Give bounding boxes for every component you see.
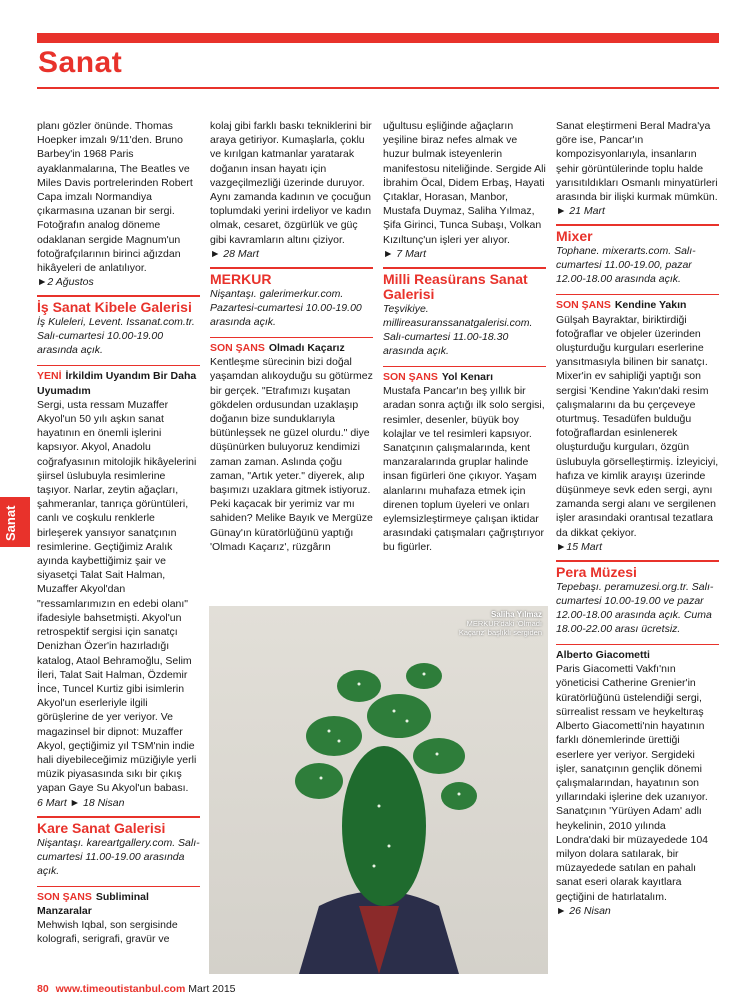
event-title: Alberto Giacometti bbox=[556, 649, 650, 662]
event-title: İrkildim Uyandım Bir Daha Uyumadım bbox=[37, 370, 197, 397]
col2-intro: kolaj gibi farklı baskı tekniklerini bir araya getiriyor. Kumaşlarla, çoklu ve kırılgan katmanlar yaratarak doğanın insan hayatı için vazgeçilmezliği üzerinde duruyor. Aynı zamanda kadının ve çocuğun toplumdaki yerini irdeliyor ve kadın olmak, cesaret, özgürlük ve güç gibi kavramların altını çiziyor. bbox=[210, 120, 372, 246]
event-irkildim-heading bbox=[37, 365, 200, 397]
photo-caption bbox=[452, 610, 542, 637]
event-title: Olmadı Kaçarız bbox=[268, 342, 345, 355]
venue-merkur: MERKUR bbox=[210, 267, 373, 287]
header-bar bbox=[37, 33, 719, 43]
venue-milli-reasurans-info: Teşvikiye. millireasuranssanatgalerisi.com. Salı-cumartesi 11.00-18.30 arasında açık. bbox=[383, 303, 533, 358]
header-rule bbox=[37, 87, 719, 89]
col1-intro-date: ►2 Ağustos bbox=[37, 276, 94, 289]
event-yol-kenari-heading bbox=[383, 366, 546, 384]
event-kendine-yakin-heading bbox=[556, 294, 719, 312]
event-irkildim-date: 6 Mart ► 18 Nisan bbox=[37, 796, 125, 809]
footer bbox=[37, 983, 236, 995]
venue-pera: Pera Müzesi bbox=[556, 560, 719, 580]
side-tab bbox=[0, 497, 30, 547]
venue-is-sanat-info: İş Kuleleri, Levent. Issanat.com.tr. Salı-cumartesi 10.00-19.00 arasında açık. bbox=[37, 316, 195, 357]
venue-mixer: Mixer bbox=[556, 224, 719, 244]
caption-artist: Saliha Yılmaz bbox=[491, 610, 542, 619]
cactus-head-painting-icon bbox=[209, 606, 548, 974]
event-giacometti-date: ► 26 Nisan bbox=[556, 904, 611, 917]
event-giacometti-heading bbox=[556, 644, 719, 662]
event-yol-kenari-body: Mustafa Pancar'ın beş yıllık bir aradan sonra açtığı ilk solo sergisi, resimler, desenler, büyük boy kolajlar ve tel resimleri kapsıyor. Sanatçının çalışmalarında, kent manzaralarında gruplar halinde insan figürleri öne çıkıyor. Yaşam alanlarını muhafaza etmek için direnen toplum üyeleri ve onları eylemsizleştirmeye çalışan iktidar arasındaki çatışmaları çağrıştırıyor bu figürler. bbox=[383, 385, 545, 554]
col3-intro: uğultusu eşliğinde ağaçların yeşiline biraz nefes almak ve huzur bulmak isteyenlerin manifestosu niteliğinde. Sergide Ali İbrahim Öcal, Didem Erbaş, Hayati Çıtaklar, Horasan, Manbor, Mustafa Duymaz, Saliha Yılmaz, Şifa Girinci, Tunca Subaşı, Volkan Kızıltunç'un işleri yer alıyor. bbox=[383, 120, 546, 246]
footer-issue: Mart 2015 bbox=[188, 983, 236, 995]
column-2 bbox=[210, 119, 373, 554]
venue-merkur-info: Nişantaşı. galerimerkur.com. Pazartesi-cumartesi 10.00-19.00 arasında açık. bbox=[210, 288, 362, 329]
event-subliminal-heading bbox=[37, 886, 200, 918]
col4-intro: Sanat eleştirmeni Beral Madra'ya göre ise, Pancar'ın kompozisyonlarıyla, insanların şehir görüntülerinde toplu halde yarısıtıldıkları Osmanlı minyatürleri arasında bir ilişki kurmak mümkün. bbox=[556, 120, 718, 204]
event-irkildim-body: Sergi, usta ressam Muzaffer Akyol'un 50 yılı aşkın sanat hayatının en önemli işlerini kapsıyor. Akyol, Anadolu coğrafyasının mitolojik hikâyelerini şiirsel üslubuyla resimlerine taşıyor. Narlar, zeytin ağaçları, şahmeranlar, tanrıça görüntüleri, canlı ve coşkulu renklerle birleşerek yansıyor sanatçının resimlerine. Geçtiğimiz Aralık ayında kaybettiğimiz şair ve siyasetçi Talat Sait Halman, Muzaffer Akyol'dan "ressamlarımızın en edebi olanı" ifadesiyle bahsetmişti. Akyol'un retrospektif sergisi için sanatçı Denizhan Özer'in hazırladığı katalog, Ataol Behramoğlu, Selim İleri, Talat Sait Halman, Özdemir İnce, Tuncel Kurtiz gibi isimlerin Akyol'un eserleriyle ilgili görüşlerine de yer veriyor. Ve magazinsel bir dipnot: Muzaffer Akyol, geçtiğimiz yıl TSM'nin indie hali diyebileceğimiz müziğiyle yerli müzik piyasasında sıkı bir çıkış yapan Gaye Su Akyol'un babası. bbox=[37, 398, 197, 795]
venue-kare-sanat: Kare Sanat Galerisi bbox=[37, 816, 200, 836]
event-tag: SON ŞANS bbox=[37, 890, 92, 903]
event-title: Subliminal Manzaralar bbox=[37, 890, 149, 917]
event-kendine-yakin-date: ►15 Mart bbox=[556, 540, 602, 553]
event-subliminal-body: Mehwish Iqbal, son sergisinde kolografi, serigrafi, gravür ve bbox=[37, 919, 178, 946]
venue-mixer-info: Tophane. mixerarts.com. Salı-cumartesi 11.00-19.00, pazar 12.00-18.00 arasında açık. bbox=[556, 245, 696, 286]
caption-text: MERKUR'daki 'Olmadı Kaçarız' başlıklı sergiden bbox=[458, 619, 542, 637]
event-olmadi-heading bbox=[210, 337, 373, 355]
venue-pera-info: Tepebaşı. peramuzesi.org.tr. Salı-cumartesi 10.00-19.00 ve pazar 12.00-18.00 arasında açık. Cuma 18.00-22.00 arası ücretsiz. bbox=[556, 581, 714, 636]
event-tag: SON ŞANS bbox=[383, 371, 438, 384]
footer-url: www.timeoutistanbul.com bbox=[55, 983, 186, 995]
artwork-photo bbox=[209, 606, 548, 974]
event-giacometti-body: Paris Giacometti Vakfı'nın yöneticisi Catherine Grenier'in küratörlüğünü üstelendiği sergi, sürrealist ressam ve heykeltıraş Alberto Giacometti'nin hayatının farklı dönemlerinde ürettiği eserlere yer veriyor. Sergideki işler, sanatçının gençlik dönemi çalışmalarından, hayatının son yıllarındaki işlerine dek uzanıyor. Sanatçının 'Yürüyen Adam' adlı heykelinin, 2010 yılında Londra'daki bir müzayedede 104 milyon dolara satılarak, bir müzayedede satılan en pahalı sanat eseri olarak kayıtlara geçtiğini de hatırlatalım. bbox=[556, 663, 709, 903]
event-tag: SON ŞANS bbox=[210, 342, 265, 355]
column-4 bbox=[556, 119, 719, 918]
venue-milli-reasurans: Milli Reasürans Sanat Galerisi bbox=[383, 267, 546, 302]
venue-kare-sanat-info: Nişantaşı. kareartgallery.com. Salı-cumartesi 11.00-19.00 arasında açık. bbox=[37, 836, 200, 877]
page-number: 80 bbox=[37, 983, 49, 995]
col2-intro-date: ► 28 Mart bbox=[210, 247, 259, 260]
venue-is-sanat: İş Sanat Kibele Galerisi bbox=[37, 295, 200, 315]
column-1 bbox=[37, 119, 200, 947]
event-title: Kendine Yakın bbox=[614, 299, 687, 312]
column-3 bbox=[383, 119, 546, 555]
event-olmadi-body: Kentleşme sürecinin bizi doğal yaşamdan alıkoyduğu su götürmez bir gerçek. "Etrafımızı kuşatan gökdelen ordusundan uzaklaşıp doğanın bize sunduklarıyla bütünleşsek ne güzel olurdu." diye düşünürken buluyoruz kendimizi zaman zaman. Aslında çoğu zaman, "Artık yeter." diyerek, alıp başımızı uzaklara gitmek istiyoruz. Peki kaçacak bir yerimiz var mı sahiden? Melike Bayık ve Mergüze Günay'ın küratörlüğünü yaptığı 'Olmadı Kaçarız', rüzgârın bbox=[210, 356, 373, 553]
side-tab-label: Sanat bbox=[3, 505, 18, 541]
section-title: Sanat bbox=[38, 46, 123, 79]
event-tag: YENİ bbox=[37, 370, 62, 383]
event-tag: SON ŞANS bbox=[556, 299, 611, 312]
col1-intro: planı gözler önünde. Thomas Hoepker imzalı 9/11'den. Bruno Barbey'in 1968 Paris ayaklanmalarına, The Beatles ve Miles Davis portrelerinden Robert Capa imzalı Normandiya çıkarmasına uzanan bir sergi. Fotoğrafın analog döneme odaklanan sergide Magnum'un fotoğrafçılarının birinci ağızdan hikâyeleri de anlatılıyor. bbox=[37, 120, 193, 275]
col3-intro-date: ► 7 Mart bbox=[383, 247, 427, 260]
event-kendine-yakin-body: Gülşah Bayraktar, biriktirdiği fotoğraflar ve objeler üzerinden oluşturduğu kurguları eserlerine yansıtmasıyla bilinen bir sanatçı. Mixer'in ev sahipliği yaptığı son sergisi 'Kendine Yakın'daki resim çalışmalarını da bu çerçeveye oturtmuş. Tesadüfen bulduğu fotoğraflardan esinlenerek oluşturduğu kurguları, özgün üslubuyla görselleştirmiş. İzleyiciyi, hafıza ve kimlik arayışı üzerinde düşünmeye sevk eden sergi, aynı zamanda sergi alanı ve sergilenen işler arasındaki orantısal tezatlara da dikkat çekiyor. bbox=[556, 313, 719, 539]
col4-intro-date: ► 21 Mart bbox=[556, 205, 605, 218]
event-title: Yol Kenarı bbox=[441, 371, 493, 384]
